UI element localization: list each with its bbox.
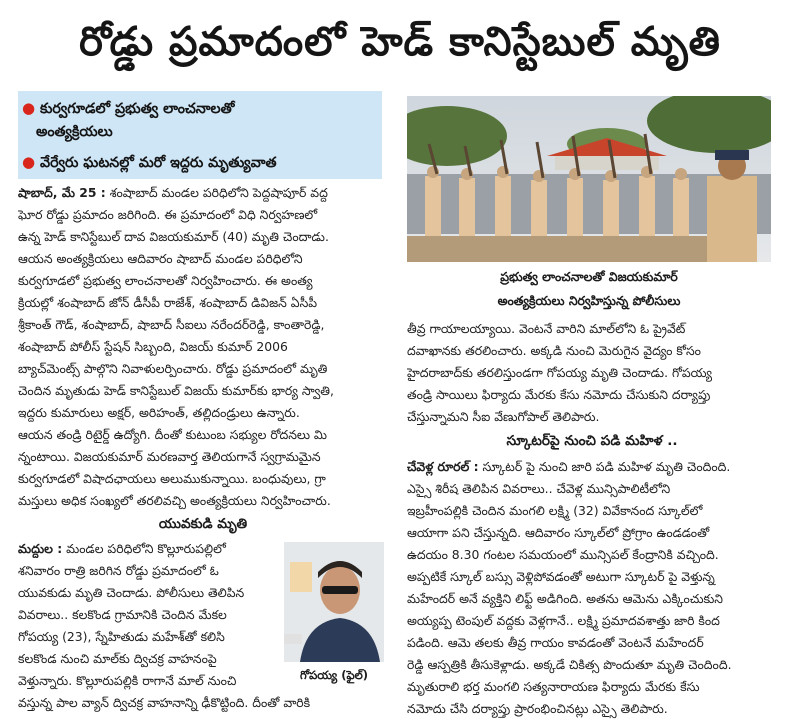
story-1-line: కుర్వగూడలో విషాదఛాయలు అలుముకున్నాయి. బంధువులు, గ్రా: [18, 471, 326, 486]
story-1-line: ఉన్న హెడ్ కానిస్టేబుల్ దావ విజయకుమార్ (40) మృతి చెందాడు.: [18, 229, 329, 244]
subhead-2: [22, 150, 382, 175]
story-3: [407, 456, 777, 720]
subhead-1-text: కుర్వగూడలో ప్రభుత్వ లాంచనాలతో: [40, 101, 235, 117]
story-3-line: రెడ్డి ఆస్పత్రికి తీసుకెళ్లాడు. అక్కడే చికిత్స పొందుతూ మృతి చెందింది.: [407, 657, 732, 672]
story-3-line: ఎస్సై శిరీష తెలిపిన వివరాలు.. చేవెళ్ల మున్సిపాలిటీలోని: [407, 481, 671, 496]
story-3-line: [407, 456, 777, 478]
story-3-line: అయ్యప్ప టెంపుల్ వద్దకు వెళ్లగానే.. లక్ష్మి ప్రమాదవశాత్తు జారి కింద: [407, 613, 720, 628]
story-2-line: వివరాలు.. కలకొండ గ్రామానికి చెందిన మేకల: [18, 607, 227, 622]
story-2-line: తండ్రి సాయిలు ఫిర్యాదు మేరకు కేసు నమోదు చేసుకుని దర్యాప్తు: [407, 387, 711, 402]
story-3-line: ఆయాగా పని చేస్తున్నది. ఆదివారం స్కూల్‌లో ప్రోగ్రాం ఉండడంతో: [407, 525, 710, 540]
headline: రోడ్డు ప్రమాదంలో హెడ్ కానిస్టేబుల్ మృతి: [79, 19, 721, 65]
story-1-line: ఆయన తండ్రి రిటైర్డ్ ఉద్యోగి. దీంతో కుటుంబ సభ్యుల రోదనలు మి: [18, 427, 328, 442]
story-1-line: ఇద్దరు కుమారులు అక్షర్, అరిహంత్, తల్లిదండ్రులు ఉన్నారు.: [18, 405, 300, 420]
story-2: [18, 538, 280, 692]
story-2-line: యువకుడు మృతి చెందాడు. పోలీసులు తెలిపిన: [18, 585, 245, 600]
story-3-line: మహేందర్ అనే వ్యక్తిని లిఫ్ట్ అడిగింది. అతను ఆమెను ఎక్కించుకుని: [407, 591, 723, 606]
funeral-photo: [407, 96, 771, 262]
story-2-line: వస్తున్న పాల వ్యాన్ ద్విచక్ర వాహనాన్ని ఢీకొట్టింది. దీంతో వారికి: [18, 695, 311, 710]
story-3-line: ఇబ్రహీంపల్లికి చెందిన మంగలి లక్ష్మి (32) వివేకానంద స్కూల్‌లో: [407, 503, 703, 518]
funeral-photo-illustration: [407, 96, 771, 262]
victim-photo-caption: గోపయ్య (ఫైల్): [299, 668, 369, 682]
story-3-line: మృతురాలి భర్త మంగలి సత్యనారాయణ ఫిర్యాదు మేరకు కేసు: [407, 679, 700, 694]
photo-caption-1: ప్రభుత్వ లాంచనాలతో విజయకుమార్: [500, 269, 678, 284]
story-2-line: తీవ్ర గాయాలయ్యాయి. వెంటనే వారిని మాల్‌లోని ఓ ప్రైవేట్: [407, 321, 686, 336]
story-1-line: ఘోర రోడ్డు ప్రమాదం జరిగింది. ఈ ప్రమాదంలో విధి నిర్వహణలో: [18, 207, 318, 222]
story-2-line: దవాఖానకు తరలించారు. అక్కడి నుంచి మెరుగైన వైద్యం కోసం: [407, 343, 701, 358]
story-3-text: స్కూటర్ పై నుంచి జారి పడి మహిళ మృతి చెందింది.: [478, 459, 731, 474]
dateline: చేవెళ్ల రూరల్ :: [407, 459, 479, 474]
story-3-line: అప్పటికే స్కూల్ బస్సు వెళ్లిపోవడంతో అటుగా స్కూటర్ పై వెళ్తున్న: [407, 569, 715, 584]
story-2-heading: యువకుడి మృతి: [158, 516, 248, 532]
story-2-line: కలకొండ నుంచి మాల్‌కు ద్విచక్ర వాహనంపై: [18, 651, 217, 666]
subhead-1: [22, 96, 382, 121]
photo-caption-2: అంత్యక్రియలు నిర్వహిస్తున్న పోలీసులు: [497, 293, 681, 308]
story-3-line: ఉదయం 8.30 గంటల సమయంలో మున్సిపల్ కేంద్రానికి వచ్చింది.: [407, 547, 719, 562]
story-2-line: చేస్తున్నామని సీఐ వేణుగోపాల్ తెలిపారు.: [407, 409, 600, 424]
subhead-1b: [36, 120, 396, 144]
bullet-icon: ●: [22, 99, 36, 117]
subhead-2-text: వేర్వేరు ఘటనల్లో మరో ఇద్దరు మృత్యువాత: [40, 155, 277, 171]
story-2-line: [18, 538, 280, 560]
story-1-line: ఆయన అంత్యక్రియలు ఆదివారం షాబాద్ మండల పరిధిలోని: [18, 251, 303, 266]
story-2-text: మండల పరిధిలోని కొల్లూరుపల్లిలో: [62, 541, 226, 556]
victim-portrait-illustration: [284, 542, 384, 662]
story-2-last-line: [18, 692, 388, 714]
story-1-line: బ్యాచ్‌మెంట్స్ పాల్గొని నివాళులర్పించారు. రోడ్డు ప్రమాదంలో మృతి: [18, 361, 328, 376]
story-1-line: న్నంటాయి. విజయకుమార్ మరణవార్త తెలియగానే స్వగ్రామమైన: [18, 449, 321, 464]
story-1-text: శంషాబాద్ మండల పరిధిలోని పెద్దషాపూర్ వద్ద: [105, 185, 328, 200]
bullet-icon: ●: [22, 153, 36, 171]
story-1-line: శ్రీకాంత్ గౌడ్, శంషాబాద్, షాబాద్ సీఐలు నరేందర్‌రెడ్డి, కాంతారెడ్డి,: [18, 317, 325, 332]
story-1-line: కుర్వగూడలో ప్రభుత్వ లాంచనాలతో నిర్వహించారు. ఈ అంత్య: [18, 273, 313, 288]
story-1-line: క్రియల్లో శంషాబాద్ జోన్ డీసీపీ రాజేశ్, శంషాబాద్ డివిజన్ ఏసీపీ: [18, 295, 318, 310]
story-2-line: హైదరాబాద్‌కు తరలిస్తుండగా గోపయ్య మృతి చెందాడు. గోపయ్య: [407, 365, 713, 380]
subhead-1b-text: అంత్యక్రియలు: [36, 124, 113, 140]
victim-photo: [284, 542, 384, 662]
dateline: షాబాద్, మే 25 :: [18, 185, 106, 200]
story-2-line: గోపయ్య (23), స్నేహితుడు మహేశ్‌తో కలిసి: [18, 629, 225, 644]
story-3-heading: స్కూటర్‌పై నుంచి పడి మహిళ ..: [506, 433, 678, 449]
story-2-line: శనివారం రాత్రి జరిగిన రోడ్డు ప్రమాదంలో ఓ: [18, 563, 219, 578]
story-2-continued: [407, 318, 777, 428]
story-2-line: వెళ్తున్నారు. కొల్లూరుపల్లికి రాగానే మాల్ నుంచి: [18, 673, 237, 688]
story-1-line: మస్తులు అధిక సంఖ్యలో తరలివచ్చి అంత్యక్రియలు నిర్వహించారు.: [18, 493, 331, 508]
story-3-line: పడింది. ఆమె తలకు తీవ్ర గాయం కావడంతో వెంటనే మహేందర్: [407, 635, 704, 650]
story-1-line: చెందిన మృతుడు హెడ్ కానిస్టేబుల్ విజయ్ కుమార్‌కు భార్య స్వాతి,: [18, 383, 334, 398]
story-3-line: నమోదు చేసి దర్యాప్తు ప్రారంభించినట్లు ఎస్సై తెలిపారు.: [407, 701, 668, 716]
story-1-line: శంషాబాద్ పోలీస్ స్టేషన్ సిబ్బంది, విజయ్ కుమార్ 2006: [18, 339, 288, 354]
story-1: [18, 182, 388, 512]
dateline: మద్దుల :: [18, 541, 63, 556]
story-1-line: [18, 182, 388, 204]
